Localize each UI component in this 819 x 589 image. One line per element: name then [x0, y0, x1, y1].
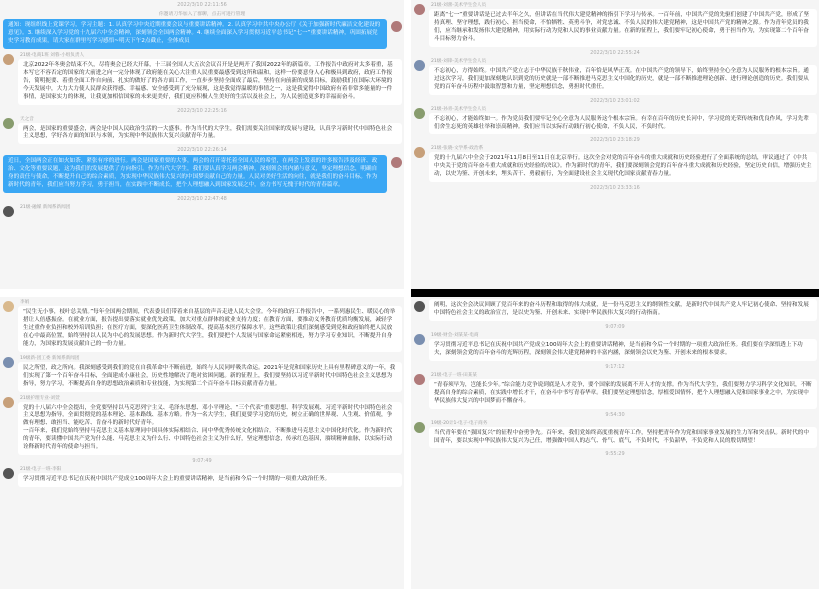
message-item[interactable] — [411, 145, 819, 182]
avatar[interactable] — [3, 54, 14, 65]
timestamp: 2022/3/10 23:01:02 — [590, 97, 640, 104]
sender-name: 21级-电子一班-田某某 — [431, 372, 477, 378]
sender-name: 19级-财会-刘某某-电商 — [431, 332, 479, 338]
message-bubble[interactable]: 党的十八届六中全会提出，全党要坚持以马克思列宁主义、毛泽东思想、邓小平理论、“三个代表”重要思想、科学发展观、习近平新时代中国特色社会主义思想为指导，全面贯彻党的基本理论、基本路线、基本方略。作为一名大学生，我们更要学习党的历史，树立正确的世界观、人生观、价值观，争做有理想、敢担当、能吃苦、肯奋斗的新时代好青年。 一百年来，我们党始终坚持马克思主义基本原理同中国具体实际相结合、同中华优秀传统文化相结合，不断推进马克思主义中国化时代化。作为新时代的青年，要读懂中国共产党为什么能、马克思主义为什么行、中国特色社会主义为什么好，坚定理想信念，传承红色基因，赓续精神血脉，以实际行动诠释新时代青年的使命与担当。 — [18, 402, 402, 456]
chat-panel-bottom-right[interactable] — [411, 297, 819, 589]
system-notice: 你邀请刀华加入了群聊，点击可进行管理 — [158, 12, 246, 17]
sender-name: 21级-刘锋-美术学生会人员 — [431, 58, 487, 64]
message-bubble[interactable]: “民生无小事，枝叶总关情。”每年全国两会期间，代表委员们带着来自基层的声音走进人民大会堂。今年的政府工作报告中，一系列惠民生、暖民心的举措让人倍感振奋。在就业方面，报告提出要落实就业优先政策，加大对重点群体的就业支持力度；在教育方面，要推动义务教育优质均衡发展，减轻学生过重作业负担和校外培训负担；在医疗方面，要深化医药卫生体制改革，提高基本医疗保障水平。这些政策让我们深刻感受到党和政府始终把人民放在心中最高位置，始终坚持以人民为中心的发展思想。作为新时代大学生，我们要把个人发展与国家命运紧密相连，努力学习专业知识，不断提升自身能力，为国家的发展贡献自己的一份力量。 — [18, 306, 402, 352]
message-item[interactable] — [0, 204, 404, 210]
avatar[interactable] — [3, 118, 14, 129]
message-item[interactable] — [411, 372, 819, 409]
avatar[interactable] — [3, 301, 14, 312]
sender-name: 21级-刘蕾-美术学生会人员 — [431, 3, 487, 8]
avatar[interactable] — [3, 206, 14, 217]
avatar[interactable] — [391, 157, 402, 168]
timestamp: 2022/3/10 22:11:56 — [177, 2, 227, 8]
chat-panel-bottom-left[interactable] — [0, 297, 404, 589]
message-bubble[interactable]: 当代青年要在“强国复兴”的征程中奋勇争先。百年来，我们党始终高度重视青年工作，坚持把青年作为党和国家事业发展的生力军和突击队。新时代的中国青年，要以实现中华民族伟大复兴为己任，增强做中国人的志气、骨气、底气，不负时代，不负韶华，不负党和人民的殷切期望！ — [429, 427, 817, 449]
timestamp: 9:07:49 — [192, 458, 212, 465]
avatar[interactable] — [414, 422, 425, 433]
message-bubble[interactable]: 北京2022年冬奥会结束不久，尽将奥会已经大开幕，十三届全国人大五次会议召开是是两开了我国2022年的新篇章。工作报告中政府对太多着重，基本写它不容否定的国家的大前进之向一完分体现了政府能在关心大注重人民重要最感受到这所和温和，这样一份要意身人心和极具到政府，政府工作报告，简明扼要、着重全面工作自向前、扎实的做好了的各方面工作，一直步步坚持全面成了最后，坚持在向前新的成果目标，鼓励我们在国际大环境的今天发展中，大力大力使人民群众获得感、幸福感、安全感受到了充分展现，这是我觉得温暖的事情之一，这是我觉得中国政府有着非常多能量的一件事情，是国家实力的体现，让我更加相信国家的未来更美好，我们更应积极人生美好的生活以及社会上，为人民创造更多的幸福而奋斗。 — [18, 59, 402, 105]
message-item[interactable] — [411, 106, 819, 135]
sender-name: 李娟 — [20, 300, 30, 305]
message-bubble[interactable]: 通知：现组织线上党课学习，学习主题：1. 认真学习中央近期重要会议与重要讲话精神。2. 认真学习中共中央办公厅《关于加强新时代廉洁文化建设的意见》。3. 继续深入学习党的十九届六中全会精神，深刻领会全国两会精神。4. 继续全面深入学习贯彻习近平总书记“七一”重要讲话精神，巩固拓展党史学习教育成果，请大家在群里写学习感悟~明天下午2点截止，全体成员 — [3, 19, 387, 49]
message-bubble[interactable]: 学习贯彻习近平总书记在庆祝中国共产党成立100周年大会上的重要讲话精神，是当前和今后一个时期的一项重大政治任务。 — [18, 473, 402, 487]
message-item[interactable] — [0, 395, 404, 456]
avatar[interactable] — [414, 108, 425, 119]
message-bubble[interactable]: 两会，是国家的重要盛会，两会是中国人民政治生活的一大盛事。作为当代的大学生，我们需要关注国家的发展与建设，认真学习新时代中国特色社会主义思想，学好各方面的知识与本领，为实现中华民族伟大复兴贡献青年力量。 — [18, 123, 402, 145]
message-bubble[interactable]: “青春须早为，岂能长少年。”综合能力竞争说到底是人才竞争，要个国家的发展离不开人才的支撑。作为当代大学生，我们要努力学习科学文化知识，不断提高自身的综合素质，在实践中增长才干，在奋斗中书写青春华章。我们要坚定理想信念，厚植爱国情怀，把个人理想融入党和国家事业之中，为实现中华民族伟大复兴的中国梦而不懈奋斗。 — [429, 379, 817, 409]
message-item[interactable] — [0, 52, 404, 105]
message-item[interactable] — [411, 420, 819, 449]
message-item[interactable] — [411, 299, 819, 321]
message-bubble[interactable]: 近日，全国两会正在如火如荼、紧张有序的进行。两会是国家重要的大事，两会的召开寄托着全国人民的希望，在两会上发表的许多报告涉及经济、政治、文化等重要议题，这为我们的发展提供了方向指引。作为当代大学生，我们要认真学习两会精神，深刻领会其内涵与意义，坚定理想信念，明确自身的责任与使命，不断提升自己的综合素质，为实现中华民族伟大复兴的中国梦贡献自己的力量。人民对美好生活的向往，就是我们的奋斗目标。作为新时代的青年，我们应当努力学习，勇于担当，在实践中不断成长，把个人理想融入到国家发展之中，奋力书写无愧于时代的青春篇章。 — [3, 155, 387, 193]
timestamp: 9:55:29 — [605, 451, 625, 458]
message-item[interactable] — [0, 116, 404, 145]
timestamp: 9:54:30 — [605, 411, 625, 418]
avatar[interactable] — [3, 468, 14, 479]
message-bubble[interactable]: 不忘初心，才能始终如一。作为党员我们要牢记全心全意为人民服务这个根本宗旨。有幸在百年的历史长河中，学习党的光荣传统和优良作风，学习先辈们舍生忘死的英雄壮举和崇高精神。我们应当以实际行动践行初心使命，不负人民，不负时代。 — [429, 113, 817, 135]
avatar[interactable] — [391, 21, 402, 32]
avatar[interactable] — [414, 60, 425, 71]
avatar[interactable] — [414, 374, 425, 385]
message-item[interactable] — [0, 299, 404, 352]
timestamp: 9:17:12 — [605, 363, 625, 370]
message-item[interactable] — [411, 332, 819, 361]
sender-name: 21级-电子一班-李阳 — [20, 467, 62, 473]
message-item[interactable] — [0, 155, 404, 193]
message-bubble[interactable]: 不忘初心，方得始终。中国共产党立志于中华民族千秋伟业，百年恰是风华正茂。在中国共产党的领导下，始终坚持全心全意为人民服务的根本宗旨。通过这次学习，我们更加深刻地认识到党的历史就是一部不断推进马克思主义中国化的历史，就是一部不断推进理论创新、进行理论创造的历史。我们要从党的百年奋斗历程中汲取智慧和力量，坚定理想信念，勇担时代重任。 — [429, 65, 817, 95]
sender-name: 天之音 — [20, 116, 34, 122]
sender-name: 21级护理专业-刘萱 — [20, 395, 60, 401]
sender-name: 19级-20计1-电子-电子商务 — [431, 420, 488, 426]
message-item[interactable] — [0, 466, 404, 487]
message-bubble[interactable]: 阐明，这次全会决议回顾了党百年来的奋斗历程和取得的伟大成就，是一份马克思主义的纲领性文献，是新时代中国共产党人牢记初心使命、坚持和发展中国特色社会主义的政治宣言，是以史为鉴、开创未来、实现中华民族伟大复兴的行动指南。 — [429, 299, 817, 321]
avatar[interactable] — [3, 357, 14, 368]
chat-panel-top-right[interactable] — [411, 0, 819, 289]
message-item[interactable] — [411, 2, 819, 47]
sender-name: 21级-张晓-文学系-政治系 — [431, 146, 484, 152]
sender-name: 21级-融媒 新闻系新闻团 — [20, 205, 71, 211]
sender-name: 21级-电商1班 刘蓉-小组负责人 — [20, 52, 85, 58]
message-bubble[interactable]: 距离“七一”重要讲话是已过去半年之久，但讲话在当代伟大建党精神的指引下学习与传承。一百年前，中国共产党的先驱们创建了中国共产党，形成了坚持真理、坚守理想，践行初心、担当使命，不怕牺牲、英勇斗争，对党忠诚、不负人民的伟大建党精神，这是中国共产党的精神之源。作为青年党员的我们，应当继承和发扬伟大建党精神，用实际行动为党和人民的事业贡献力量。在新的征程上，我们要牢记初心使命，勇于担当作为，为实现第二个百年奋斗目标努力奋斗。 — [429, 9, 817, 47]
avatar[interactable] — [414, 147, 425, 158]
avatar[interactable] — [414, 301, 425, 312]
chat-panel-top-left[interactable] — [0, 0, 404, 289]
avatar[interactable] — [3, 397, 14, 408]
message-bubble[interactable]: 民之所望，政之所向。我深刻感受到我们的党在自我革命中不断前进，始终与人民同呼吸共命运。2021年是党和国家历史上具有里程碑意义的一年，我们实现了第一个百年奋斗目标，全面建成小康社会，历史性地解决了绝对贫困问题。新的征程上，我们要坚持以习近平新时代中国特色社会主义思想为指导，努力学习，不断提高自身的思想政治素质和专业技能，为实现第二个百年奋斗目标贡献青春力量。 — [18, 362, 402, 392]
sender-name: 19级新-团工委 新闻系新闻团 — [20, 355, 80, 361]
sender-name: 21级-孙青-美术学生会人员 — [431, 106, 487, 112]
message-item[interactable] — [0, 355, 404, 392]
message-item[interactable] — [411, 58, 819, 95]
message-item[interactable] — [0, 19, 404, 49]
avatar[interactable] — [414, 4, 425, 15]
panel-divider-bar — [411, 289, 819, 297]
timestamp: 2022/3/10 22:47:48 — [177, 196, 227, 203]
message-bubble[interactable]: 党的十九届六中全会于2021年11月8日至11日在北京举行。这次全会对党的百年奋斗的重大成就和历史经验进行了全面系统的总结，审议通过了《中共中央关于党的百年奋斗重大成就和历史经验的决议》。作为新时代的青年，我们要深刻领会党的百年奋斗重大成就和历史经验，坚定历史自信，增强历史主动，以史为鉴、开创未来，埋头苦干、勇毅前行，为全面建设社会主义现代化国家贡献青春力量。 — [429, 152, 817, 182]
timestamp: 2022/3/10 23:33:16 — [590, 185, 640, 192]
timestamp: 2022/3/10 22:25:16 — [177, 107, 227, 114]
timestamp: 9:07:09 — [605, 323, 625, 330]
message-bubble[interactable]: 学习贯彻习近平总书记在庆祝中国共产党成立100周年大会上的重要讲话精神，是当前和今后一个时期的一项重大政治任务。我们要在学深悟透上下功夫，深刻领会党的百年奋斗的光辉历程，深刻领会伟大建党精神的丰富内涵，深刻领会以史为鉴、开创未来的根本要求。 — [429, 339, 817, 361]
avatar[interactable] — [414, 334, 425, 345]
timestamp: 2022/3/10 22:55:24 — [590, 49, 640, 56]
timestamp: 2022/3/10 22:26:14 — [177, 147, 227, 154]
panel-divider-vertical — [404, 0, 411, 589]
timestamp: 2022/3/10 23:18:29 — [590, 137, 640, 144]
